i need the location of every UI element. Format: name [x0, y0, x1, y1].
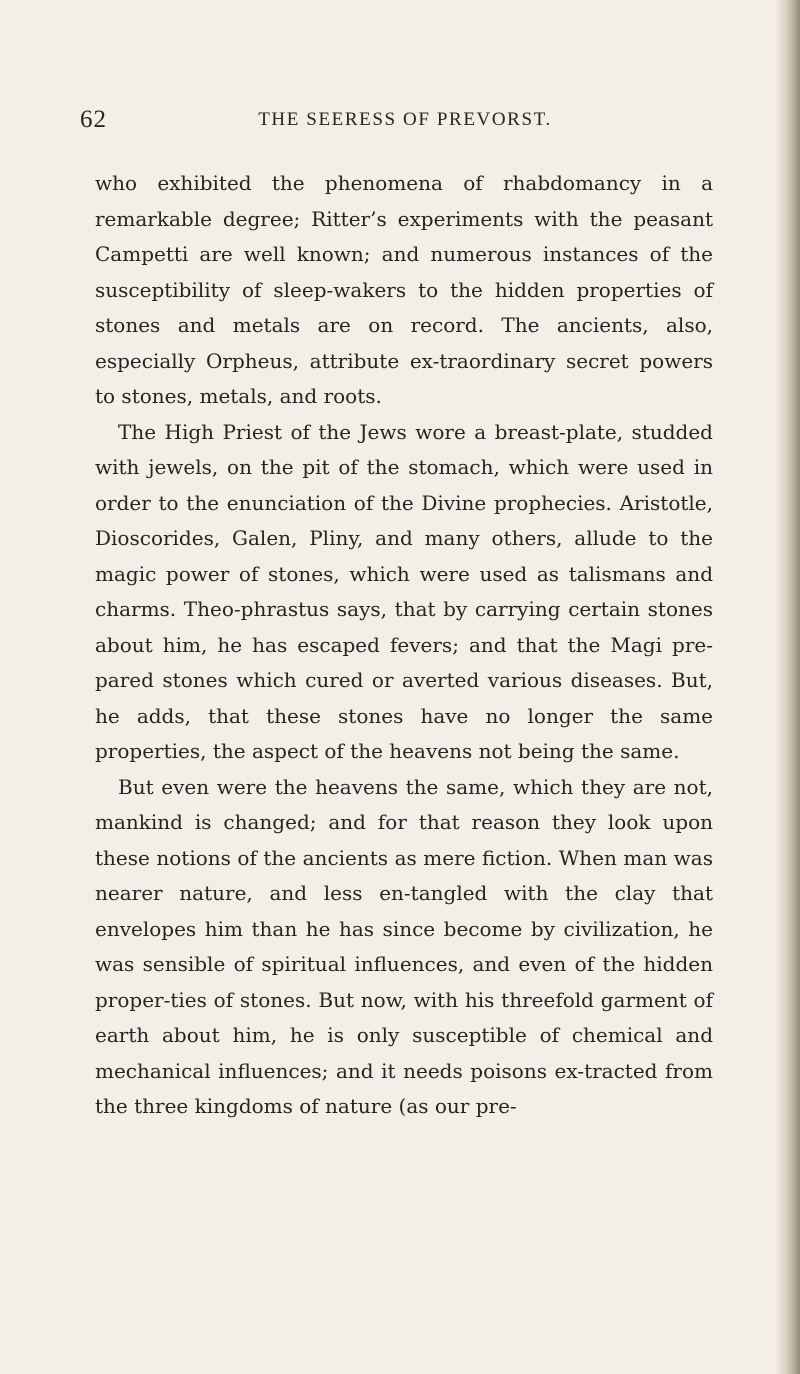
- paragraph-2: The High Priest of the Jews wore a breast-plate, studded with jewels, on the pit of the stomach, which were used in order to the enunciation of the Divine prophecies. Aristotle, Dioscorides, Galen, Pliny, and many others, allude to the magic power of stones, which were used as talismans and charms. Theo-phrastus says, that by carrying certain stones about him, he has escaped fevers; and that the Magi pre-pared stones which cured or averted various diseases. But, he adds, that these stones have no longer the same properties, the aspect of the heavens not being the same.: [95, 419, 713, 763]
- paragraph-1: who exhibited the phenomena of rhabdomancy in a remarkable degree; Ritter’s experiments with the peasant Campetti are well known; and numerous instances of the susceptibility of sleep-wakers to the hidden properties of stones and metals are on record. The ancients, also, especially Orpheus, attribute ex-traordinary secret powers to stones, metals, and roots.: [95, 171, 713, 408]
- paragraph-3: But even were the heavens the same, which they are not, mankind is changed; and for that reason they look upon these notions of the ancients as mere fiction. When man was nearer nature, and less en-tangled with the clay that envelopes him than he has since become by civilization, he was sensible of spiritual influences, and even of the hidden proper-ties of stones. But now, with his threefold garment of earth about him, he is only susceptible of chemical and mechanical influences; and it needs poisons ex-tracted from the three kingdoms of nature (as our pre-: [95, 774, 713, 1118]
- body-text: [95, 166, 713, 1125]
- page-edge-shadow: [774, 0, 800, 1374]
- running-head-title: THE SEERESS OF PREVORST.: [258, 109, 552, 130]
- running-head: [80, 106, 730, 140]
- page-number: 62: [80, 106, 107, 133]
